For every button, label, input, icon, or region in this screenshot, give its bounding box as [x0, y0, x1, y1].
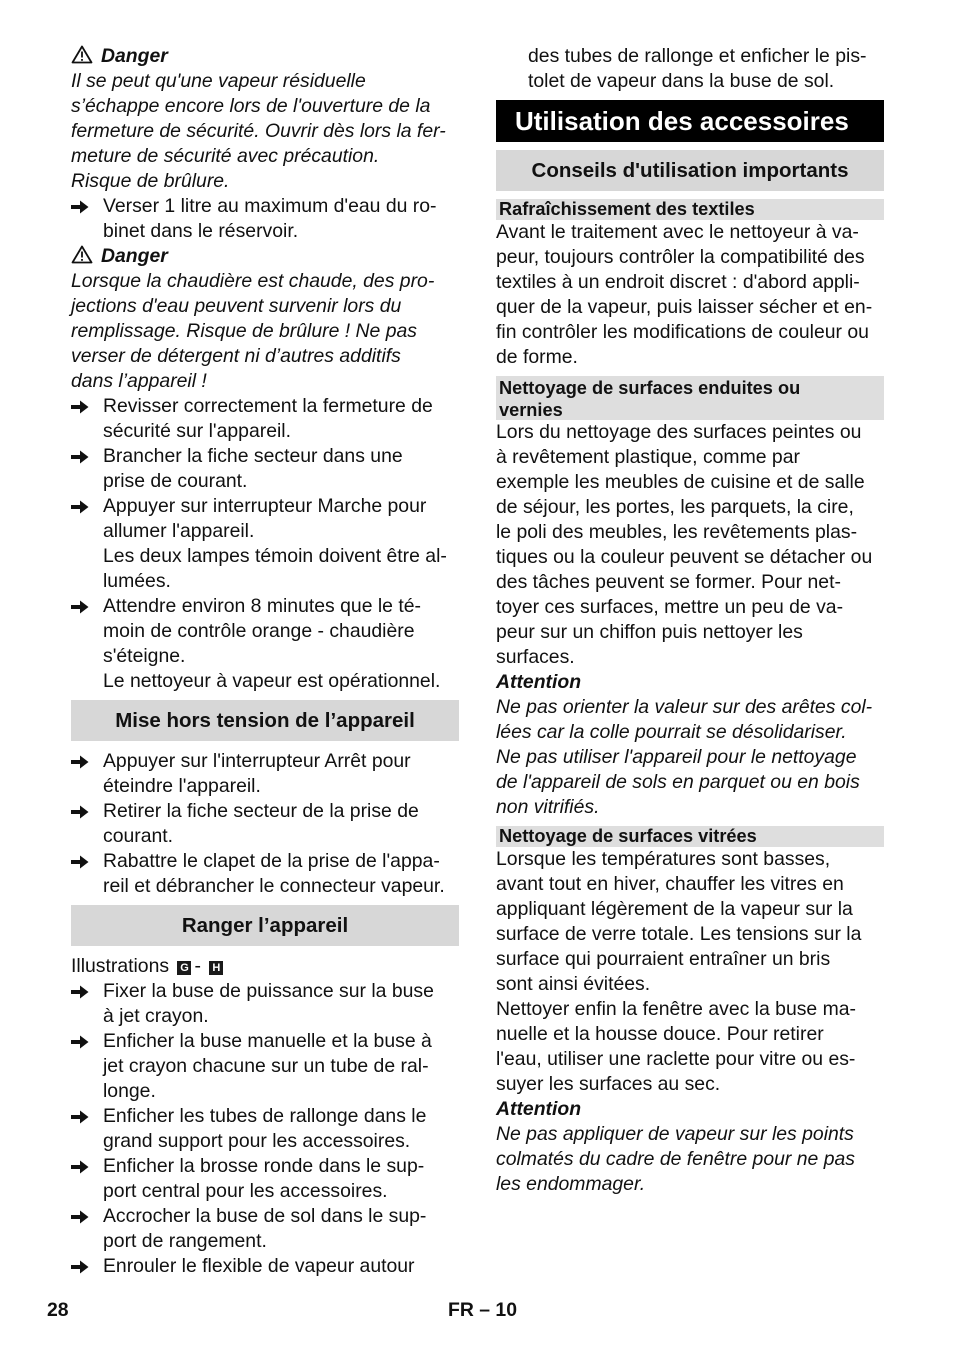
paragraph-line: suyer les surfaces au sec.	[496, 1073, 721, 1095]
arrow-right-icon	[71, 594, 95, 619]
step-text-line: Retirer la fiche secteur de la prise de	[103, 800, 419, 822]
step-text-line: Enficher les tubes de rallonge dans le	[103, 1105, 427, 1127]
instruction-step	[71, 1029, 459, 1104]
illustration-box-label: G	[177, 961, 191, 975]
subsection-heading: Nettoyage de surfaces vitrées	[496, 826, 884, 847]
step-text-line: des tubes de rallonge et enficher le pis-	[528, 45, 867, 67]
arrow-right-icon	[71, 799, 95, 824]
illustration-box-label: H	[209, 961, 223, 975]
danger-text-line: verser de détergent ni d’autres additifs	[71, 345, 401, 367]
instruction-step	[71, 749, 459, 799]
paragraph-line: surface qui pourraient entraîner un bris	[496, 948, 831, 970]
step-text-line: binet dans le réservoir.	[103, 220, 299, 242]
instruction-step	[71, 979, 459, 1029]
step-text-line: reil et débrancher le connecteur vapeur.	[103, 875, 445, 897]
warning-triangle-icon	[71, 45, 93, 71]
paragraph-line: surfaces.	[496, 646, 575, 668]
step-text-line: tolet de vapeur dans la buse de sol.	[528, 70, 835, 92]
attention-text-line: Ne pas orienter la valeur sur des arêtes col-	[496, 696, 873, 718]
danger-text-line: Il se peut qu'une vapeur résiduelle	[71, 70, 366, 92]
instruction-step	[71, 394, 459, 444]
attention-text-line: de l'appareil de sols en parquet ou en bois	[496, 771, 860, 793]
arrow-right-icon	[71, 1204, 95, 1229]
arrow-right-icon	[71, 849, 95, 874]
step-text-line: Brancher la fiche secteur dans une	[103, 445, 403, 467]
arrow-right-icon	[71, 1104, 95, 1129]
step-text-line: jet crayon chacune sur un tube de ral-	[103, 1055, 429, 1077]
attention-text-line: Ne pas appliquer de vapeur sur les points	[496, 1123, 854, 1145]
paragraph-line: Lors du nettoyage des surfaces peintes ou	[496, 421, 862, 443]
danger-text-line: meture de sécurité avec précaution.	[71, 145, 380, 167]
instruction-step	[71, 1154, 459, 1204]
left-column	[71, 44, 459, 1279]
danger-warning-2	[71, 244, 459, 394]
instruction-step	[71, 1254, 459, 1279]
paragraph-line: de séjour, les portes, les parquets, la cire,	[496, 496, 854, 518]
subsection-heading-line: vernies	[499, 400, 563, 420]
paragraph-line: l'eau, utiliser une raclette pour vitre ou es-	[496, 1048, 856, 1070]
paragraph-line: à revêtement plastique, comme par	[496, 446, 800, 468]
step-text-line: courant.	[103, 825, 174, 847]
instruction-step	[71, 849, 459, 899]
attention-title: Attention	[496, 671, 582, 693]
section-page-label: FR – 10	[448, 1299, 517, 1321]
step-text-line: éteindre l'appareil.	[103, 775, 261, 797]
arrow-right-icon	[71, 979, 95, 1004]
attention-text-line: non vitrifiés.	[496, 796, 600, 818]
paragraph-line: exemple les meubles de cuisine et de salle	[496, 471, 865, 493]
step-text-line: port central pour les accessoires.	[103, 1180, 388, 1202]
arrow-right-icon	[71, 1029, 95, 1054]
arrow-right-icon	[71, 444, 95, 469]
step-text-line: Enficher la buse manuelle et la buse à	[103, 1030, 432, 1052]
right-column	[496, 44, 884, 1197]
illustrations-label: Illustrations	[71, 955, 170, 977]
arrow-right-icon	[71, 194, 95, 219]
danger-text-line: fermeture de sécurité. Ouvrir dès lors la fer-	[71, 120, 446, 142]
paragraph-line: des tâches peuvent se former. Pour net-	[496, 571, 841, 593]
step-text-line: s'éteigne.	[103, 645, 186, 667]
page-number: 28	[47, 1299, 69, 1321]
danger-text-line: dans l’appareil !	[71, 370, 207, 392]
attention-title: Attention	[496, 1098, 582, 1120]
arrow-right-icon	[71, 1154, 95, 1179]
paragraph-line: Nettoyer enfin la fenêtre avec la buse ma-	[496, 998, 856, 1020]
paragraph-line: avant tout en hiver, chauffer les vitres en	[496, 873, 844, 895]
paragraph-line: de forme.	[496, 346, 578, 368]
instruction-step	[71, 494, 459, 594]
instruction-step	[71, 444, 459, 494]
arrow-right-icon	[71, 749, 95, 774]
paragraph-line: tiques ou la couleur peuvent se détacher ou	[496, 546, 873, 568]
step-text-line: Enficher la brosse ronde dans le sup-	[103, 1155, 425, 1177]
step-text-line: à jet crayon.	[103, 1005, 209, 1027]
step-text-line: Appuyer sur interrupteur Marche pour	[103, 495, 427, 517]
subsection-heading: Rafraîchissement des textiles	[496, 199, 884, 220]
danger-text-line: jections d'eau peuvent survenir lors du	[71, 295, 402, 317]
arrow-right-icon	[71, 394, 95, 419]
danger-text-line: remplissage. Risque de brûlure ! Ne pas	[71, 320, 417, 342]
instruction-step	[71, 594, 459, 694]
step-text-line: longe.	[103, 1080, 156, 1102]
step-text-line: Les deux lampes témoin doivent être al-	[103, 545, 447, 567]
instruction-step	[71, 194, 459, 244]
attention-text-line: lées car la colle pourrait se désolidariser.	[496, 721, 847, 743]
paragraph-line: toyer ces surfaces, mettre un peu de va-	[496, 596, 844, 618]
attention-text-line: colmatés du cadre de fenêtre pour ne pas	[496, 1148, 855, 1170]
paragraph-line: appliquant légèrement de la vapeur sur la	[496, 898, 853, 920]
instruction-step	[71, 1204, 459, 1254]
attention-text-line: les endommager.	[496, 1173, 646, 1195]
step-text-line: Fixer la buse de puissance sur la buse	[103, 980, 434, 1002]
step-text-line: Accrocher la buse de sol dans le sup-	[103, 1205, 427, 1227]
danger-title: Danger	[101, 245, 168, 267]
paragraph-line: quer de la vapeur, puis laisser sécher et en-	[496, 296, 873, 318]
paragraph-line: peur sur un chiffon puis nettoyer les	[496, 621, 803, 643]
paragraph-line: le poli des meubles, les revêtements plas-	[496, 521, 858, 543]
paragraph-line: nuelle et la housse douce. Pour retirer	[496, 1023, 824, 1045]
step-text-line: sécurité sur l'appareil.	[103, 420, 291, 442]
illustrations-reference	[71, 954, 459, 979]
danger-text-line: Lorsque la chaudière est chaude, des pro-	[71, 270, 435, 292]
paragraph-line: peur, toujours contrôler la compatibilité des	[496, 246, 865, 268]
arrow-right-icon	[71, 494, 95, 519]
danger-text-line: s’échappe encore lors de l'ouverture de la	[71, 95, 431, 117]
warning-triangle-icon	[71, 245, 93, 271]
step-text-line: Verser 1 litre au maximum d'eau du ro-	[103, 195, 437, 217]
subsection-heading-line: Nettoyage de surfaces enduites ou	[499, 378, 801, 398]
step-text-line: moin de contrôle orange - chaudière	[103, 620, 415, 642]
step-text-line: allumer l'appareil.	[103, 520, 255, 542]
section-heading-mise-hors-tension: Mise hors tension de l’appareil	[71, 700, 459, 741]
paragraph-line: surface de verre totale. Les tensions sur la	[496, 923, 862, 945]
subsection-heading	[496, 376, 884, 420]
chapter-heading: Utilisation des accessoires	[496, 100, 884, 142]
step-text-line: Attendre environ 8 minutes que le té-	[103, 595, 421, 617]
step-text-line: Appuyer sur l'interrupteur Arrêt pour	[103, 750, 411, 772]
attention-text-line: Ne pas utiliser l'appareil pour le nettoyage	[496, 746, 857, 768]
illustration-range-separator: -	[194, 955, 201, 977]
instruction-step	[71, 799, 459, 849]
section-heading-conseils: Conseils d'utilisation importants	[496, 150, 884, 191]
paragraph-line: sont ainsi évitées.	[496, 973, 651, 995]
danger-title: Danger	[101, 45, 168, 67]
section-heading-ranger: Ranger l’appareil	[71, 905, 459, 946]
danger-text-line: Risque de brûlure.	[71, 170, 230, 192]
paragraph-line: textiles à un endroit discret : d'abord appli-	[496, 271, 860, 293]
instruction-step	[71, 1104, 459, 1154]
arrow-right-icon	[71, 1254, 95, 1279]
paragraph-line: fin contrôler les modifications de couleur ou	[496, 321, 869, 343]
step-text-line: Revisser correctement la fermeture de	[103, 395, 433, 417]
step-text-line: prise de courant.	[103, 470, 248, 492]
step-text-line: Enrouler le flexible de vapeur autour	[103, 1255, 415, 1277]
paragraph-line: Lorsque les températures sont basses,	[496, 848, 831, 870]
danger-warning-1	[71, 44, 459, 194]
instruction-step-continuation	[496, 44, 884, 94]
step-text-line: lumées.	[103, 570, 171, 592]
step-text-line: Rabattre le clapet de la prise de l'appa-	[103, 850, 440, 872]
paragraph-line: Avant le traitement avec le nettoyeur à va-	[496, 221, 859, 243]
step-text-line: grand support pour les accessoires.	[103, 1130, 411, 1152]
step-text-line: Le nettoyeur à vapeur est opérationnel.	[103, 670, 441, 692]
step-text-line: port de rangement.	[103, 1230, 267, 1252]
